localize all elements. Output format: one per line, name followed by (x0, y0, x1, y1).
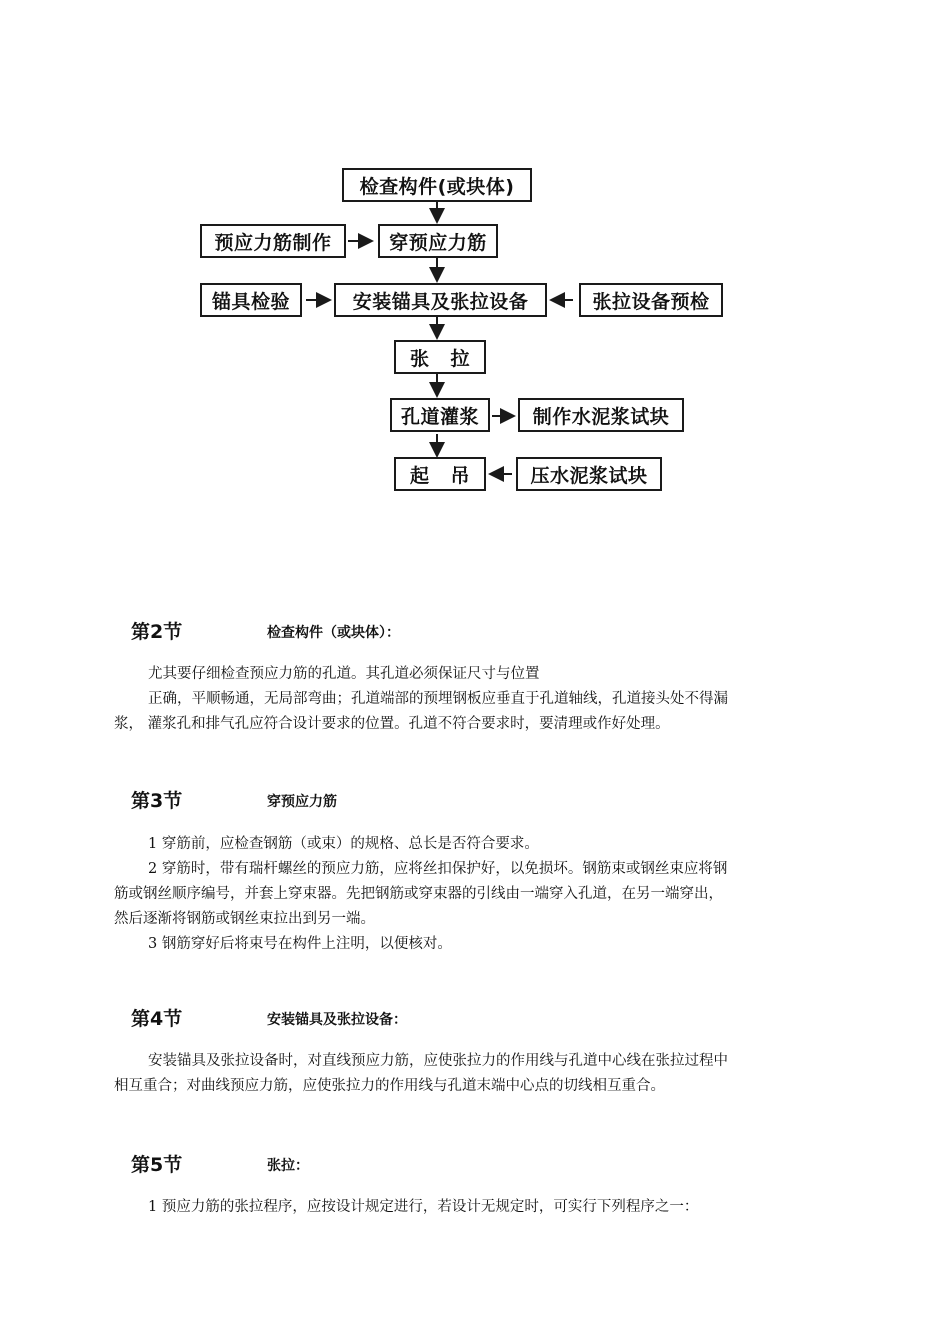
paragraph-line: 相互重合；对曲线预应力筋，应使张拉力的作用线与孔道末端中心点的切线相互重合。 (114, 1078, 665, 1094)
section-4-body (114, 1049, 834, 1099)
box-grouting (390, 398, 490, 432)
box-anchor-check (200, 283, 302, 317)
box-equipment-check-label: 张拉设备预检 (592, 290, 710, 313)
paragraph-line: 浆， 灌浆孔和排气孔应符合设计要求的位置。孔道不符合要求时，要清理或作好处理。 (114, 716, 670, 732)
paragraph-line: 2 穿筋时，带有瑞杆螺丝的预应力筋，应将丝扣保护好，以免损坏。钢筋束或钢丝束应将钢 (148, 861, 728, 877)
box-grouting-label: 孔道灌浆 (400, 405, 479, 428)
box-make-tendon-label: 预应力筋制作 (214, 231, 332, 254)
box-press-test-block-label: 压水泥浆试块 (530, 464, 648, 487)
paragraph-line: 3 钢筋穿好后将束号在构件上注明，以便核对。 (148, 936, 452, 952)
section-4-title: 安装锚具及张拉设备： (267, 1012, 407, 1028)
box-make-test-block-label: 制作水泥浆试块 (532, 405, 670, 428)
flowchart-arrows (0, 0, 950, 520)
box-install-anchor (334, 283, 547, 317)
box-tension (394, 340, 486, 374)
box-thread-tendon-label: 穿预应力筋 (389, 231, 487, 254)
paragraph-line: 安装锚具及张拉设备时，对直线预应力筋，应使张拉力的作用线与孔道中心线在张拉过程中 (148, 1053, 728, 1069)
box-check-component-label: 检查构件(或块体) (359, 175, 515, 198)
box-lifting (394, 457, 486, 491)
box-install-anchor-label: 安装锚具及张拉设备 (352, 290, 529, 313)
paragraph-line: 正确，平顺畅通，无局部弯曲；孔道端部的预埋钢板应垂直于孔道轴线，孔道接头处不得漏 (148, 691, 728, 707)
box-lifting-char-1: 起 (410, 464, 430, 487)
section-2-title: 检查构件（或块体）： (267, 625, 400, 641)
paragraph-line: 筋或钢丝顺序编号，并套上穿束器。先把钢筋或穿束器的引线由一端穿入孔道，在另一端穿出， (114, 886, 723, 902)
box-anchor-check-label: 锚具检验 (211, 290, 290, 313)
box-press-test-block (516, 457, 662, 491)
box-equipment-check (579, 283, 723, 317)
box-thread-tendon (378, 224, 498, 258)
section-3-number: 第3节 (131, 790, 183, 812)
paragraph-line: 1 预应力筋的张拉程序，应按设计规定进行，若设计无规定时，可实行下列程序之一： (148, 1199, 699, 1215)
paragraph-line: 1 穿筋前，应检查钢筋（或束）的规格、总长是否符合要求。 (148, 836, 539, 852)
section-3-body (114, 832, 834, 957)
flowchart (0, 0, 950, 520)
box-tension-char-1: 张 (410, 347, 430, 370)
box-check-component (342, 168, 532, 202)
section-2-body (114, 662, 834, 737)
paragraph-line: 尤其要仔细检查预应力筋的孔道。其孔道必须保证尺寸与位置 (148, 666, 540, 682)
section-2-number: 第2节 (131, 621, 183, 643)
box-tension-char-2: 拉 (450, 347, 470, 370)
box-make-test-block (518, 398, 684, 432)
section-5-title: 张拉： (267, 1158, 309, 1174)
box-lifting-char-2: 吊 (450, 464, 470, 487)
paragraph-line: 然后逐渐将钢筋或钢丝束拉出到另一端。 (114, 911, 375, 927)
section-5-body (114, 1195, 834, 1220)
box-make-tendon (200, 224, 346, 258)
section-5-number: 第5节 (131, 1154, 183, 1176)
section-4-number: 第4节 (131, 1008, 183, 1030)
section-3-title: 穿预应力筋 (267, 794, 337, 810)
